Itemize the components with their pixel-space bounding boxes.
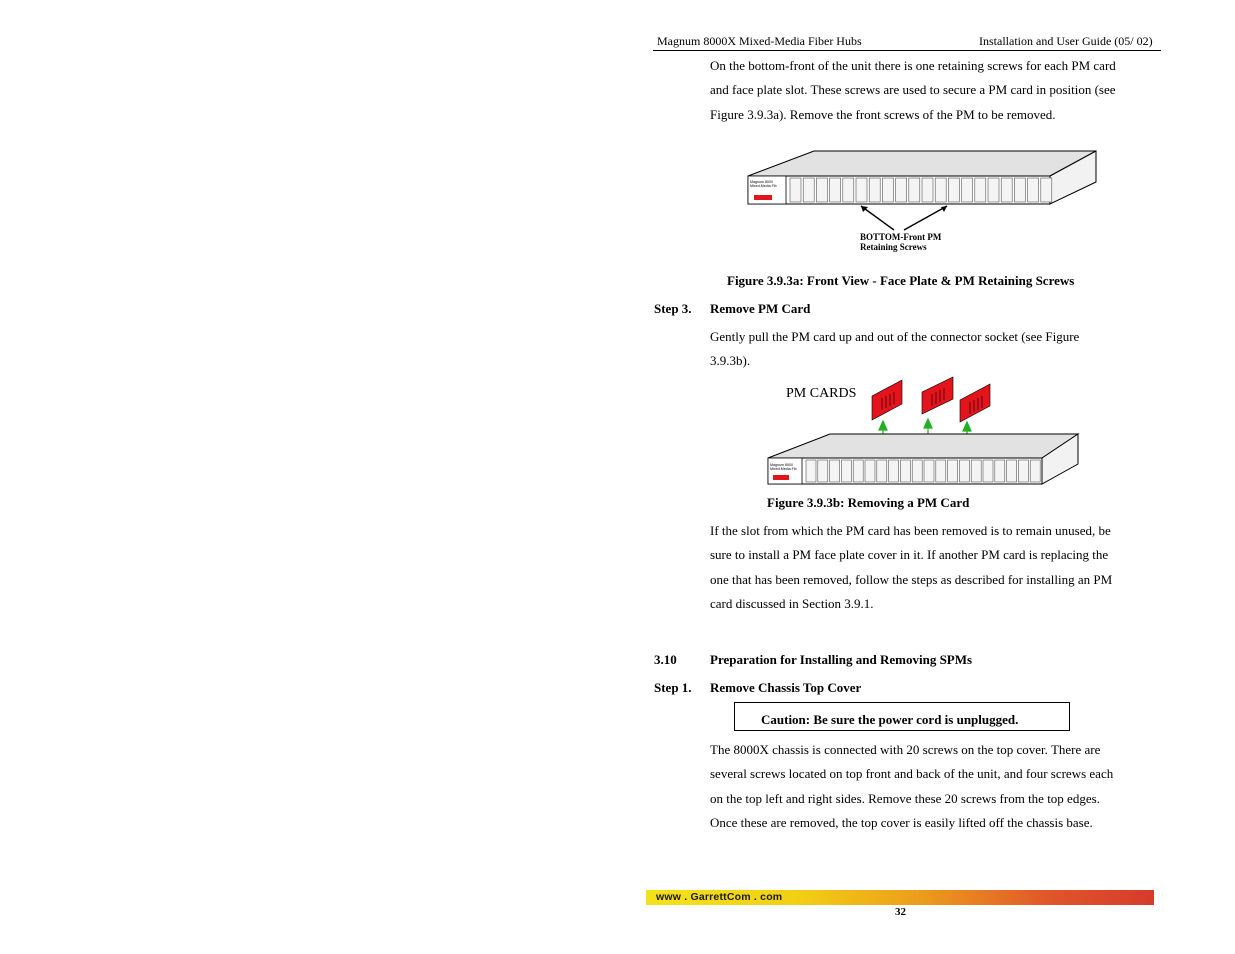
slot-faceplate [856,178,867,202]
slot-faceplate [830,178,841,202]
final-paragraph: The 8000X chassis is connected with 20 screws on the top cover. There are several screws located on top front and back of the unit, and four screws each on the top left and right sides. Remove these 20 screws from the top edges. Once these are removed, the top cover is easily lifted off the chassis base. [710,742,1114,831]
intro-paragraph: On the bottom-front of the unit there is one retaining screws for each PM card and face plate slot. These screws are used to secure a PM card in position (see Figure 3.9.3a). Remove the front screws of the PM to be removed. [710,58,1116,122]
figure-removing-card [764,374,1084,490]
header-title: Magnum 8000X Mixed-Media Fiber Hubs [657,34,862,48]
slot-faceplate [877,460,887,482]
after-paragraph: If the slot from which the PM card has been removed is to remain unused, be sure to install a PM face plate cover in it. If another PM card is replacing the one that has been removed, follow the steps as described for installing an PM card discussed in Section 3.9.1. [710,523,1113,612]
slot-faceplate [948,460,958,482]
header-rule [653,50,1161,51]
slot-faceplate [959,460,969,482]
pm-cards-label: PM CARDS [786,386,857,401]
slot-faceplate [935,178,946,202]
slot-faceplate [790,178,801,202]
slot-faceplate [983,460,993,482]
slot-faceplate [803,178,814,202]
slot-faceplate [830,460,840,482]
slot-faceplate [1014,178,1025,202]
svg-text:Magnum 8000: Magnum 8000 [750,180,773,184]
slot-faceplate [843,178,854,202]
header-guide: Installation and User Guide (05/ 02) [979,34,1153,48]
section-number: 3.10 [654,652,677,667]
slot-faceplate [912,460,922,482]
figure-caption-b: Figure 3.9.3b: Removing a PM Card [767,495,970,510]
step3-title: Remove PM Card [710,301,811,316]
svg-text:Mixed-Media Fib: Mixed-Media Fib [750,184,777,188]
power-led-icon [754,195,772,200]
slot-faceplate [936,460,946,482]
section-title: Preparation for Installing and Removing SPMs [710,652,973,667]
slot-faceplate [896,178,907,202]
caution-box: Caution: Be sure the power cord is unplugged. [734,702,1070,731]
slot-faceplate [971,460,981,482]
footer-url[interactable]: www . GarrettCom . com [656,891,783,903]
slot-faceplate [900,460,910,482]
step1-title: Remove Chassis Top Cover [710,680,862,695]
power-led-icon [773,475,789,480]
figure-caption-a: Figure 3.9.3a: Front View - Face Plate & PM Retaining Screws [727,273,1075,288]
slot-faceplate [1041,178,1052,202]
slot-faceplate [1030,460,1040,482]
svg-text:Magnum 8000: Magnum 8000 [770,463,793,467]
step1-number: Step 1. [654,680,692,695]
step3-number: Step 3. [654,301,692,316]
slot-faceplate [882,178,893,202]
page-number: 32 [895,906,906,918]
slot-faceplate [995,460,1005,482]
slot-faceplate [962,178,973,202]
slot-faceplate [924,460,934,482]
pm-card-2 [922,377,953,414]
slot-faceplate [869,178,880,202]
slot-faceplate [988,178,999,202]
slot-faceplate [853,460,863,482]
slot-faceplate [948,178,959,202]
pm-card-1 [872,380,902,420]
slot-faceplate [1018,460,1028,482]
slot-faceplate [1001,178,1012,202]
pm-card-3 [960,384,990,422]
slot-faceplate [889,460,899,482]
slot-faceplate [818,460,828,482]
slot-faceplate [922,178,933,202]
svg-text:Mixed-Media Fib: Mixed-Media Fib [770,467,797,471]
slot-faceplate [816,178,827,202]
slot-faceplate [1028,178,1039,202]
slot-faceplate [806,460,816,482]
slot-faceplate [909,178,920,202]
step3-paragraph: Gently pull the PM card up and out of the connector socket (see Figure 3.9.3b). [710,329,1080,369]
slot-faceplate [841,460,851,482]
slot-faceplate [975,178,986,202]
slot-faceplate [1007,460,1017,482]
figure-callout: BOTTOM-Front PM Retaining Screws [860,232,942,252]
slot-faceplate [865,460,875,482]
